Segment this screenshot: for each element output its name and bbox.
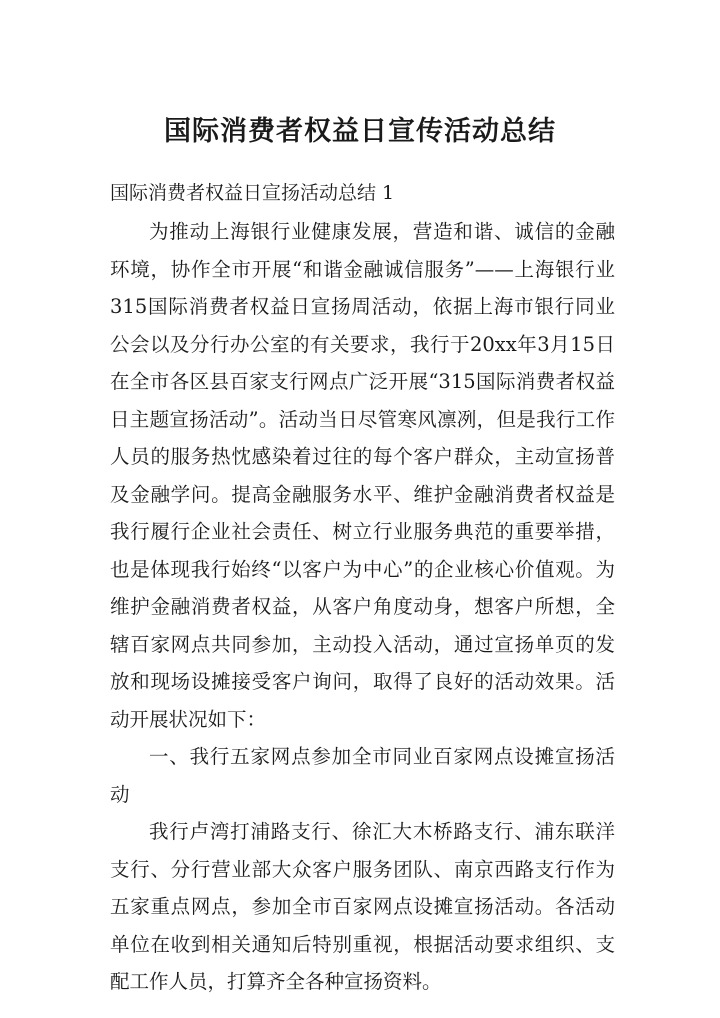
body-paragraph: 为推动上海银行业健康发展，营造和谐、诚信的金融环境，协作全市开展“和谐金融诚信服务”——上海银行业315国际消费者权益日宣扬周活动，依据上海市银行同业公会以及分行办公室的有关要求，我行于20xx年3月15日在全市各区县百家支行网点广泛开展“315国际消费者权益日主题宣扬活动”。活动当日尽管寒风凛冽，但是我行工作人员的服务热忱感染着过往的每个客户群众，主动宣扬普及金融学问。提高金融服务水平、维护金融消费者权益是我行履行企业社会责任、树立行业服务典范的重要举措，也是体现我行始终“以客户为中心”的企业核心价值观。为维护金融消费者权益，从客户角度动身，想客户所想，全辖百家网点共同参加，主动投入活动，通过宣扬单页的发放和现场设摊接受客户询问，取得了良好的活动效果。活动开展状况如下： bbox=[110, 220, 615, 731]
section-heading: 一、我行五家网点参加全市同业百家网点设摊宣扬活动 bbox=[110, 745, 615, 806]
document-subtitle: 国际消费者权益日宣扬活动总结 1 bbox=[110, 182, 395, 204]
document-body bbox=[110, 213, 615, 1001]
document-title: 国际消费者权益日宣传活动总结 bbox=[164, 116, 556, 147]
body-paragraph: 我行卢湾打浦路支行、徐汇大木桥路支行、浦东联洋支行、分行营业部大众客户服务团队、南京西路支行作为五家重点网点，参加全市百家网点设摊宣扬活动。各活动单位在收到相关通知后特别重视，根据活动要求组织、支配工作人员，打算齐全各种宣扬资料。 bbox=[110, 820, 615, 993]
